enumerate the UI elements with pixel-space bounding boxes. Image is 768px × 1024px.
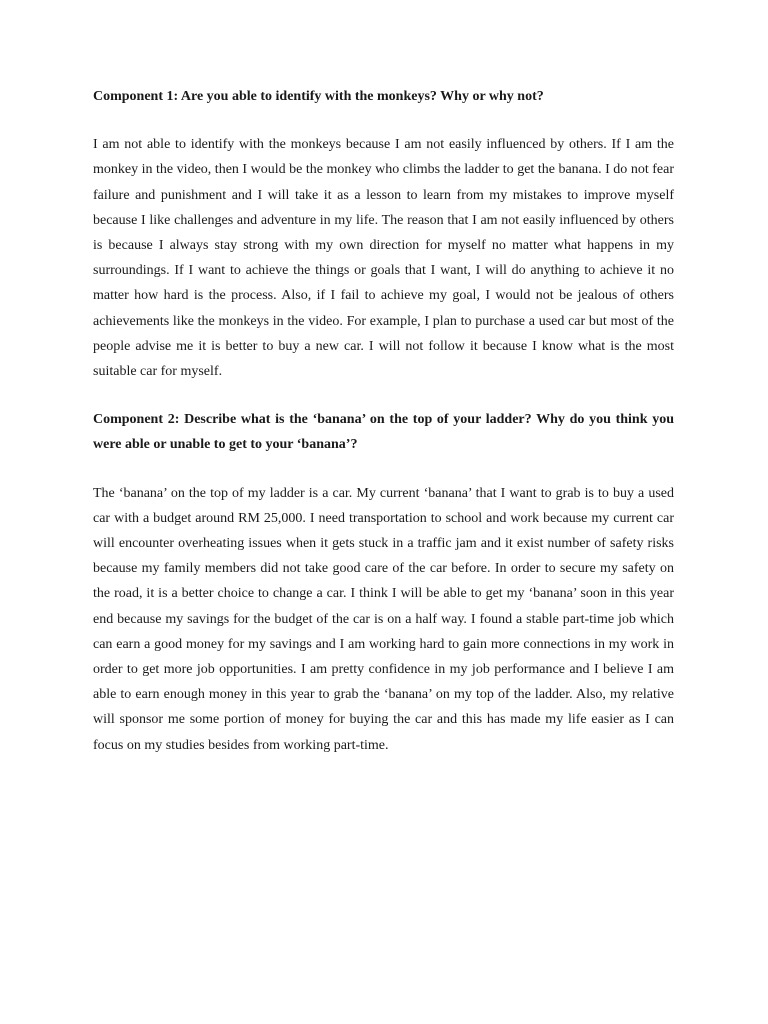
component-2-heading: Component 2: Describe what is the ‘banana’ on the top of your ladder? Why do you think you were able or unable to get to your ‘banana’? [93, 412, 674, 453]
document-body [93, 84, 674, 758]
component-2-paragraph: The ‘banana’ on the top of my ladder is a car. My current ‘banana’ that I want to grab is to buy a used car with a budget around RM 25,000. I need transportation to school and work because my current car will encounter overheating issues when it gets stuck in a traffic jam and it exist number of safety risks because my family members did not take good care of the car before. In order to secure my safety on the road, it is a better choice to change a car. I think I will be able to get my ‘banana’ soon in this year end because my savings for the budget of the car is on a half way. I found a stable part-time job which can earn a good money for my savings and I am working hard to gain more connections in my work in order to get more job opportunities. I am pretty confidence in my job performance and I believe I am able to earn enough money in this year to grab the ‘banana’ on my top of the ladder. Also, my relative will sponsor me some portion of money for buying the car and this has made my life easier as I can focus on my studies besides from working part-time. [93, 485, 674, 753]
component-1-paragraph: I am not able to identify with the monkeys because I am not easily influenced by others. If I am the monkey in the video, then I would be the monkey who climbs the ladder to get the banana. I do not fear failure and punishment and I will take it as a lesson to learn from my mistakes to improve myself because I like challenges and adventure in my life. The reason that I am not easily influenced by others is because I always stay strong with my own direction for myself no matter what happens in my surroundings. If I want to achieve the things or goals that I want, I will do anything to achieve it no matter how hard is the process. Also, if I fail to achieve my goal, I would not be jealous of others achievements like the monkeys in the video. For example, I plan to purchase a used car but most of the people advise me it is better to buy a new car. I will not follow it because I know what is the most suitable car for myself. [93, 137, 674, 380]
component-1-heading: Component 1: Are you able to identify with the monkeys? Why or why not? [93, 89, 544, 104]
